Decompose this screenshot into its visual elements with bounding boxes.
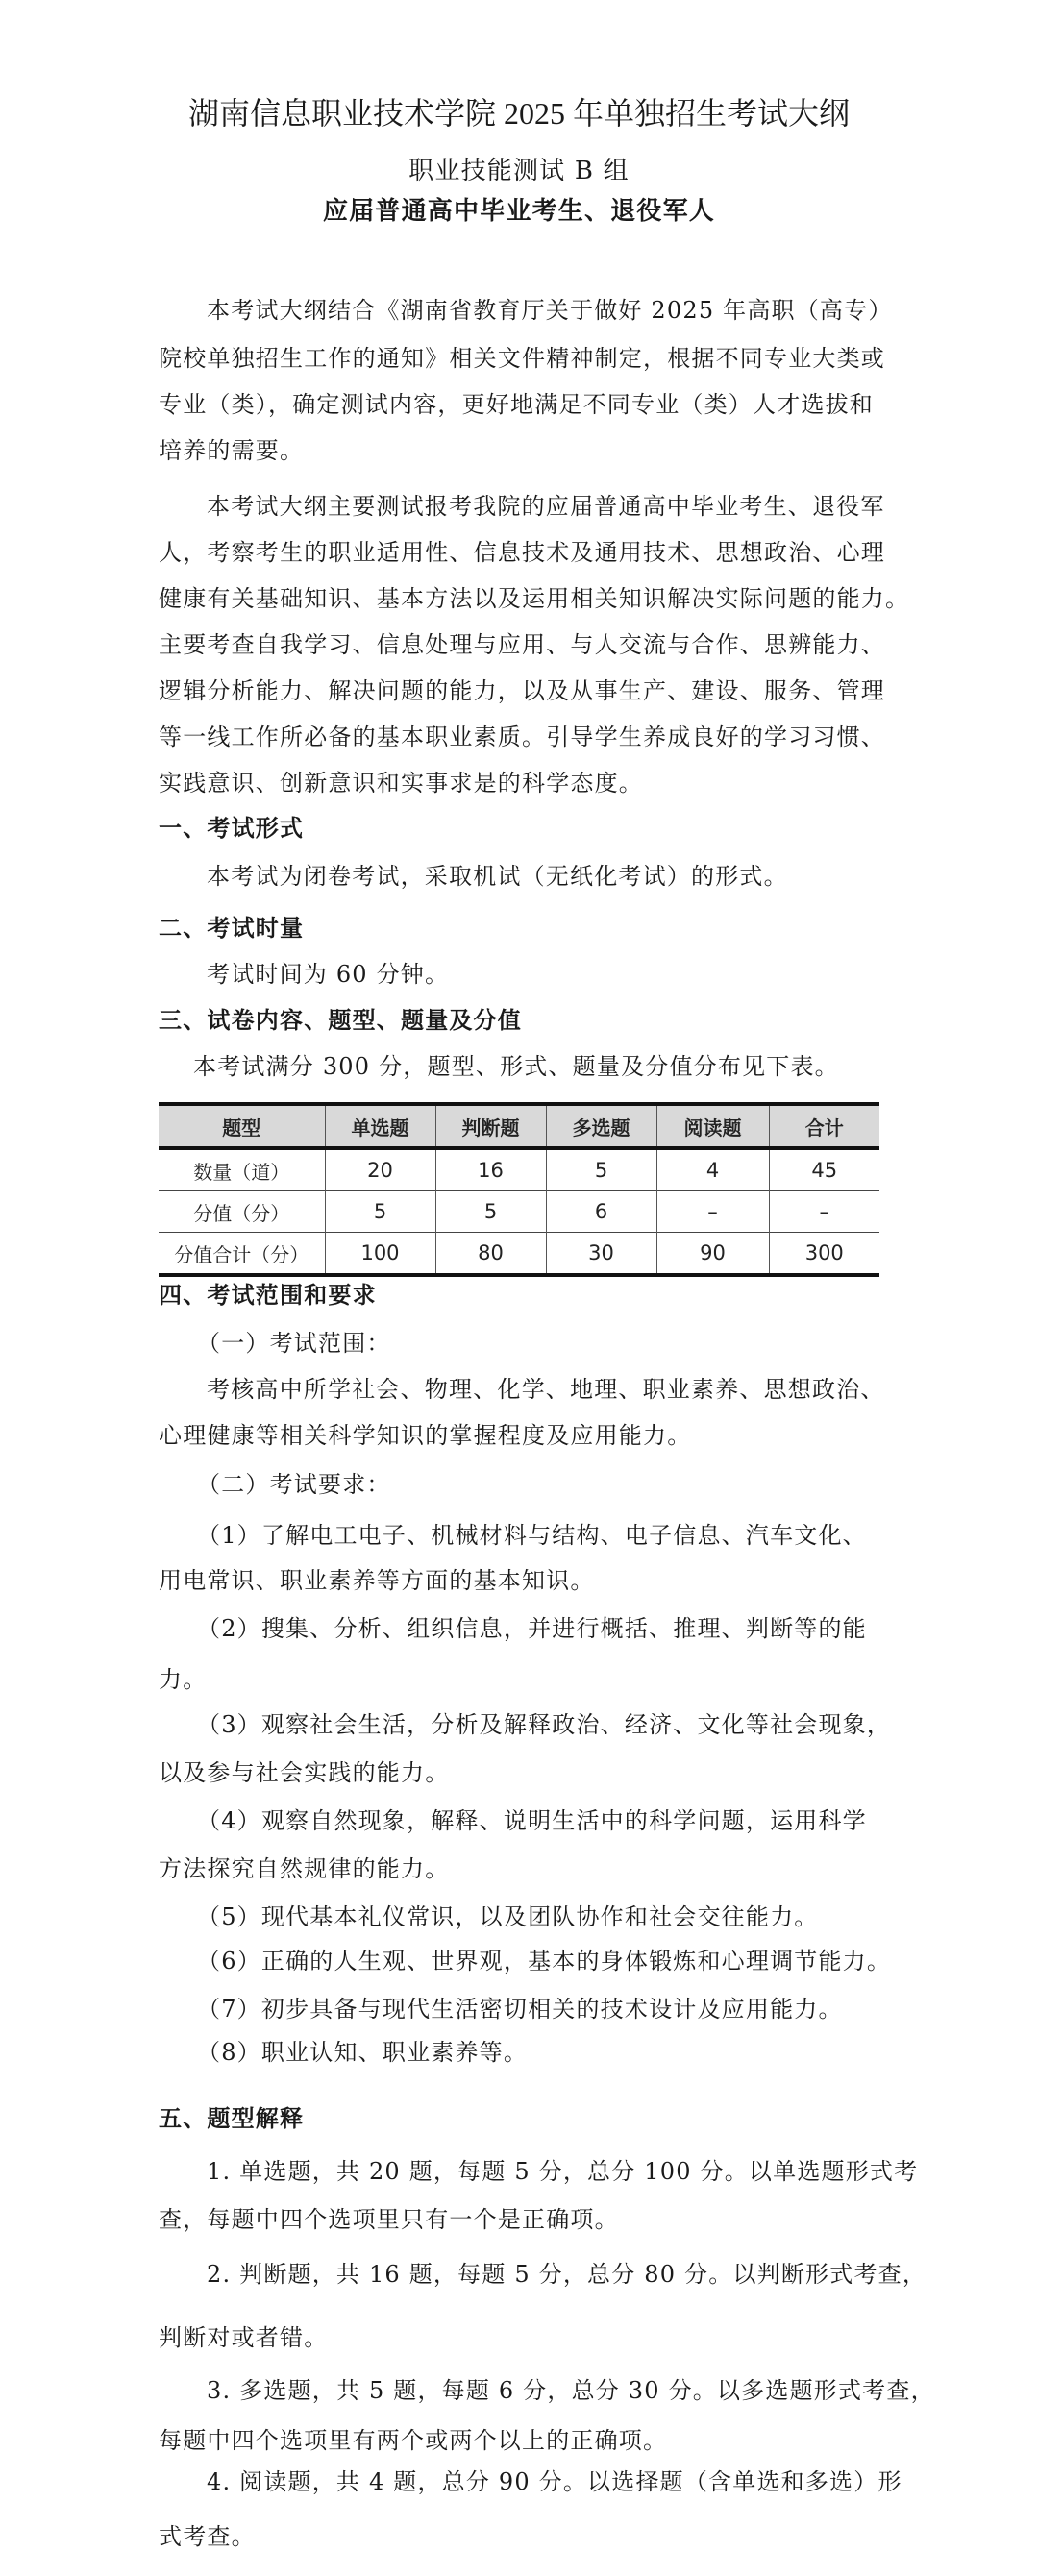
table-row: [159, 1233, 879, 1276]
table-cell: 80: [435, 1233, 546, 1276]
table-cell: 5: [435, 1191, 546, 1233]
question-type-item-cont: 每题中四个选项里有两个或两个以上的正确项。: [159, 2427, 668, 2454]
requirement-item: （7）初步具备与现代生活密切相关的技术设计及应用能力。: [197, 1996, 843, 2023]
section-5-heading: 五、题型解释: [159, 2104, 305, 2132]
question-type-item-cont: 判断对或者错。: [159, 2324, 329, 2351]
scope-text-line: 考核高中所学社会、物理、化学、地理、职业素养、思想政治、: [207, 1376, 885, 1403]
intro-p2-line: 人，考察考生的职业适用性、信息技术及通用技术、思想政治、心理: [159, 539, 885, 566]
intro-p2-line: 实践意识、创新意识和实事求是的科学态度。: [159, 770, 643, 797]
table-header-cell: 题型: [222, 1116, 261, 1140]
table-row-label: 分值（分）: [193, 1201, 290, 1225]
question-type-item: 3. 多选题，共 5 题，每题 6 分，总分 30 分。以多选题形式考查，: [207, 2377, 935, 2404]
intro-p2-line: 主要考查自我学习、信息处理与应用、与人交流与合作、思辨能力、: [159, 631, 885, 658]
intro-p1-line: 培养的需要。: [159, 437, 305, 464]
table-cell: 4: [656, 1148, 769, 1191]
section-1-text: 本考试为闭卷考试，采取机试（无纸化考试）的形式。: [207, 863, 788, 890]
requirement-item-cont: 力。: [159, 1666, 208, 1693]
requirement-item: （5）现代基本礼仪常识，以及团队协作和社会交往能力。: [197, 1903, 819, 1930]
scope-label: （一）考试范围：: [197, 1330, 391, 1357]
question-type-item-cont: 查，每题中四个选项里只有一个是正确项。: [159, 2206, 619, 2233]
table-row: [159, 1191, 879, 1233]
table-row-label: 数量（道）: [193, 1160, 290, 1184]
table-header-row: [159, 1104, 879, 1148]
question-type-item-cont: 式考查。: [159, 2523, 256, 2550]
intro-p1-line: 本考试大纲结合《湖南省教育厅关于做好 2025 年高职（高专）: [207, 297, 893, 324]
question-type-item: 4. 阅读题，共 4 题，总分 90 分。以选择题（含单选和多选）形: [207, 2468, 902, 2495]
table-cell: 30: [546, 1233, 656, 1276]
intro-p1-line: 专业（类），确定测试内容，更好地满足不同专业（类）人才选拔和: [159, 391, 874, 418]
question-type-item: 2. 判断题，共 16 题，每题 5 分，总分 80 分。以判断形式考查，: [207, 2261, 927, 2288]
table-cell: –: [769, 1191, 879, 1233]
section-1-heading: 一、考试形式: [159, 814, 305, 842]
table-cell: 5: [546, 1148, 656, 1191]
requirement-item-cont: 以及参与社会实践的能力。: [159, 1759, 450, 1786]
section-2-text: 考试时间为 60 分钟。: [207, 961, 450, 988]
section-3-text: 本考试满分 300 分，题型、形式、题量及分值分布见下表。: [193, 1053, 839, 1080]
table-cell: 90: [656, 1233, 769, 1276]
intro-p2-line: 逻辑分析能力、解决问题的能力，以及从事生产、建设、服务、管理: [159, 677, 885, 704]
table-header-cell: 多选题: [546, 1104, 656, 1148]
requirement-item: （3）观察社会生活，分析及解释政治、经济、文化等社会现象，: [197, 1711, 892, 1738]
document-title: 湖南信息职业技术学院 2025 年单独招生考试大纲: [187, 96, 850, 131]
score-distribution-table: [159, 1102, 879, 1277]
table-cell: 300: [769, 1233, 879, 1276]
section-4-heading: 四、考试范围和要求: [159, 1281, 377, 1309]
table-cell: 100: [325, 1233, 435, 1276]
intro-p2-line: 健康有关基础知识、基本方法以及运用相关知识解决实际问题的能力。: [159, 585, 910, 612]
requirement-item: （8）职业认知、职业素养等。: [197, 2039, 529, 2066]
requirement-item-cont: 用电常识、职业素养等方面的基本知识。: [159, 1567, 595, 1594]
scope-text-line: 心理健康等相关科学知识的掌握程度及应用能力。: [159, 1422, 692, 1449]
table-cell: –: [656, 1191, 769, 1233]
section-3-heading: 三、试卷内容、题型、题量及分值: [159, 1006, 522, 1034]
requirement-item: （2）搜集、分析、组织信息，并进行概括、推理、判断等的能: [197, 1615, 867, 1642]
table-cell: 5: [325, 1191, 435, 1233]
table-cell: 20: [325, 1148, 435, 1191]
table-cell: 6: [546, 1191, 656, 1233]
intro-p2-line: 等一线工作所必备的基本职业素质。引导学生养成良好的学习习惯、: [159, 724, 885, 750]
table-cell: 16: [435, 1148, 546, 1191]
document-audience: 应届普通高中毕业考生、退役军人: [322, 197, 715, 226]
section-2-heading: 二、考试时量: [159, 914, 305, 942]
table-row: [159, 1148, 879, 1191]
document-subtitle: 职业技能测试 B 组: [408, 157, 630, 185]
table-header-cell: 阅读题: [656, 1104, 769, 1148]
requirement-item-cont: 方法探究自然规律的能力。: [159, 1855, 450, 1882]
requirement-item: （4）观察自然现象，解释、说明生活中的科学问题，运用科学: [197, 1807, 867, 1834]
question-type-item: 1. 单选题，共 20 题，每题 5 分，总分 100 分。以单选题形式考: [207, 2158, 919, 2185]
table-cell: 45: [769, 1148, 879, 1191]
table-header-cell: 合计: [769, 1104, 879, 1148]
intro-p2-line: 本考试大纲主要测试报考我院的应届普通高中毕业考生、退役军: [207, 493, 885, 520]
requirements-label: （二）考试要求：: [197, 1471, 391, 1498]
requirement-item: （6）正确的人生观、世界观，基本的身体锻炼和心理调节能力。: [197, 1948, 892, 1975]
table-header-cell: 单选题: [325, 1104, 435, 1148]
table-header-cell: 判断题: [435, 1104, 546, 1148]
requirement-item: （1）了解电工电子、机械材料与结构、电子信息、汽车文化、: [197, 1522, 867, 1549]
intro-p1-line: 院校单独招生工作的通知》相关文件精神制定，根据不同专业大类或: [159, 345, 885, 372]
table-row-label: 分值合计（分）: [174, 1242, 309, 1266]
